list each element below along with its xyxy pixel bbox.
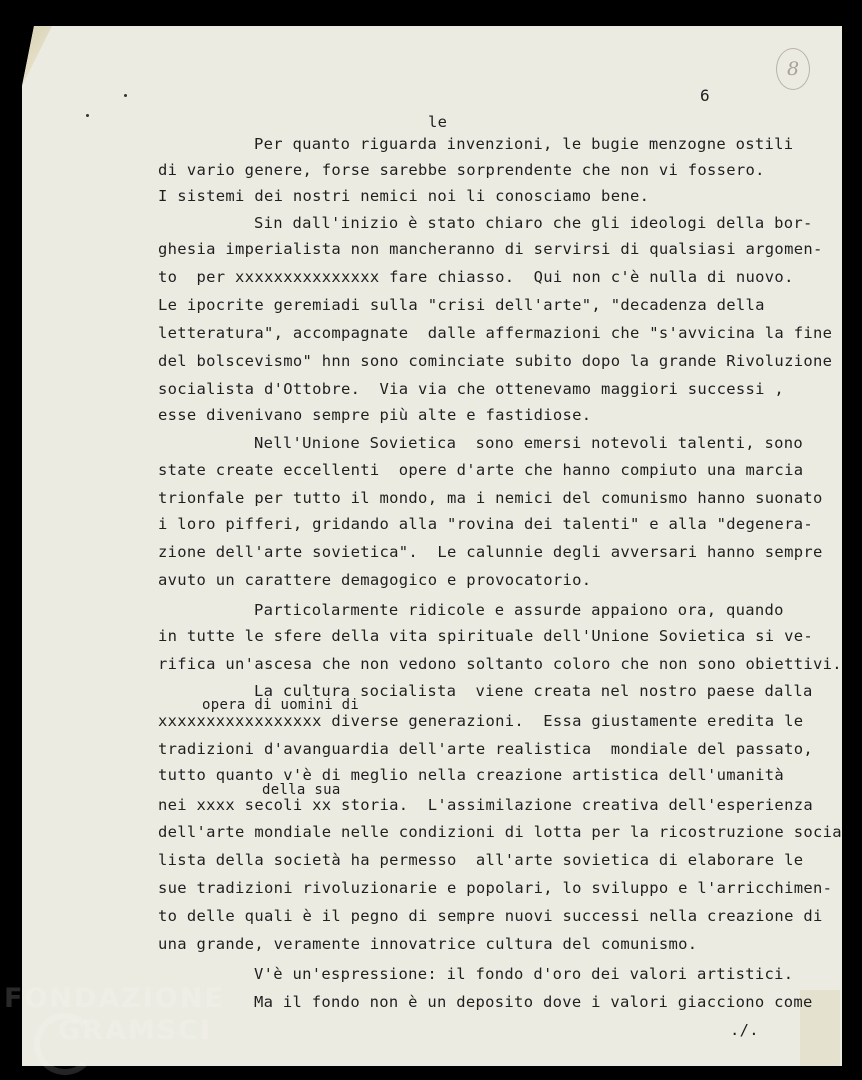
text-line: socialista d'Ottobre. Via via che ottenevamo maggiori successi ,	[158, 380, 785, 398]
text-line: Nell'Unione Sovietica sono emersi notevoli talenti, sono	[254, 434, 804, 452]
text-line: Le ipocrite geremiadi sulla "crisi dell'arte", "decadenza della	[158, 296, 765, 314]
text-line: ghesia imperialista non mancheranno di servirsi di qualsiasi argomen-	[158, 240, 823, 258]
archive-folio-number: 8	[776, 48, 810, 90]
text-line: trionfale per tutto il mondo, ma i nemici del comunismo hanno suonato	[158, 489, 823, 507]
ink-speck	[124, 94, 127, 97]
text-line: La cultura socialista viene creata nel nostro paese dalla	[254, 682, 813, 700]
text-line: xxxxxxxxxxxxxxxxx diverse generazioni. Essa giustamente eredita le	[158, 712, 804, 730]
text-line: sue tradizioni rivoluzionarie e popolari, lo sviluppo e l'arricchimen-	[158, 879, 833, 897]
text-line: tradizioni d'avanguardia dell'arte realistica mondiale del passato,	[158, 740, 813, 758]
text-line: I sistemi dei nostri nemici noi li conosciamo bene.	[158, 187, 650, 205]
text-line: letteratura", accompagnate dalle affermazioni che "s'avvicina la fine	[158, 324, 833, 342]
text-line: rifica un'ascesa che non vedono soltanto coloro che non sono obiettivi.	[158, 655, 842, 673]
watermark-line1: FONDAZIONE	[4, 983, 225, 1014]
text-line: to delle quali è il pegno di sempre nuovi successi nella creazione di	[158, 907, 823, 925]
text-line: del bolscevismo" hnn sono cominciate subito dopo la grande Rivoluzione	[158, 352, 833, 370]
text-line: di vario genere, forse sarebbe sorprendente che non vi fossero.	[158, 161, 765, 179]
text-line: esse divenivano sempre più alte e fastidiose.	[158, 406, 592, 424]
text-line: dell'arte mondiale nelle condizioni di lotta per la ricostruzione socia	[158, 823, 842, 841]
watermark	[4, 983, 225, 1047]
text-line: in tutte le sfere della vita spirituale dell'Unione Sovietica si ve-	[158, 627, 813, 645]
text-line: nei xxxx secoli xx storia. L'assimilazione creativa dell'esperienza	[158, 796, 813, 814]
text-line: i loro pifferi, gridando alla "rovina dei talenti" e alla "degenera-	[158, 515, 813, 533]
text-line-insertion: della sua	[262, 782, 341, 798]
text-line: V'è un'espressione: il fondo d'oro dei valori artistici.	[254, 965, 794, 983]
text-line: una grande, veramente innovatrice cultura del comunismo.	[158, 935, 698, 953]
text-line: to per xxxxxxxxxxxxxxx fare chiasso. Qui non c'è nulla di nuovo.	[158, 268, 794, 286]
continuation-mark: ./.	[730, 1021, 759, 1039]
text-line: Per quanto riguarda invenzioni, le bugie menzogne ostili	[254, 135, 794, 153]
text-line-insertion: opera di uomini di	[202, 697, 360, 713]
text-line: avuto un carattere demagogico e provocatorio.	[158, 571, 592, 589]
text-line: state create eccellenti opere d'arte che hanno compiuto una marcia	[158, 461, 804, 479]
text-line: zione dell'arte sovietica". Le calunnie degli avversari hanno sempre	[158, 543, 823, 561]
text-line: Ma il fondo non è un deposito dove i valori giacciono come	[254, 993, 813, 1011]
ink-speck	[86, 114, 89, 117]
text-line: le	[428, 113, 448, 131]
text-line: Sin dall'inizio è stato chiaro che gli ideologi della bor-	[254, 214, 813, 232]
page-number: 6	[700, 86, 710, 105]
text-line: Particolarmente ridicole e assurde appaiono ora, quando	[254, 601, 784, 619]
text-line: tutto quanto v'è di meglio nella creazione artistica dell'umanità	[158, 766, 785, 784]
watermark-line2: GRAMSCI	[58, 1015, 213, 1046]
text-line: lista della società ha permesso all'arte sovietica di elaborare le	[158, 851, 804, 869]
